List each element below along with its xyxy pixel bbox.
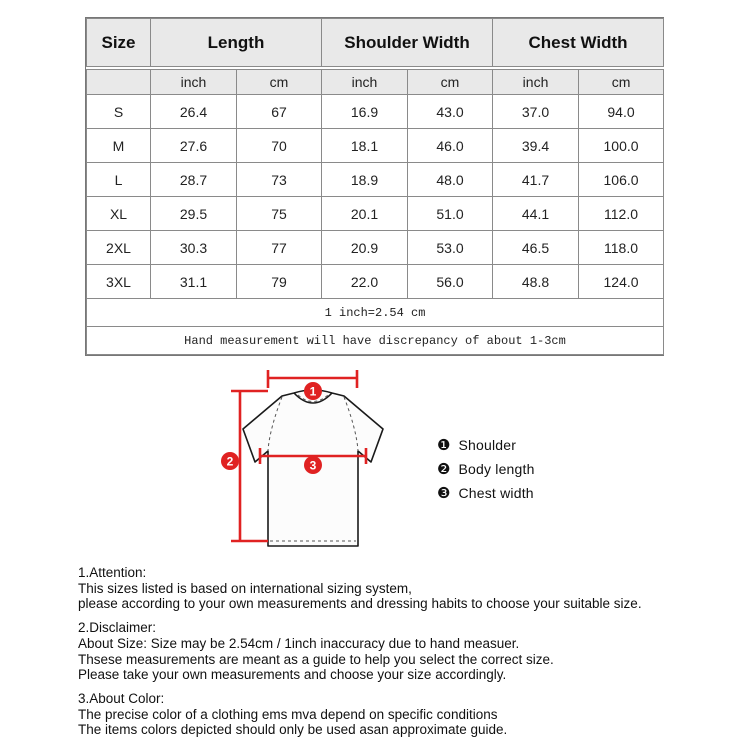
value-cell: 75 <box>237 197 322 231</box>
size-cell: 3XL <box>87 265 151 299</box>
table-row-xl <box>87 197 664 231</box>
legend-label: Body length <box>458 461 535 477</box>
value-cell: 26.4 <box>151 95 237 129</box>
value-cell: 48.8 <box>493 265 579 299</box>
about-color-section <box>78 691 708 738</box>
value-cell: 46.5 <box>493 231 579 265</box>
value-cell: 67 <box>237 95 322 129</box>
notes-block <box>78 565 708 746</box>
legend-label: Shoulder <box>458 437 517 453</box>
value-cell: 53.0 <box>408 231 493 265</box>
circled-3-icon: ❸ <box>437 484 451 502</box>
value-cell: 43.0 <box>408 95 493 129</box>
table-row-2xl <box>87 231 664 265</box>
diagram-legend <box>437 433 535 505</box>
value-cell: 73 <box>237 163 322 197</box>
size-chart-table <box>85 17 664 356</box>
size-cell: S <box>87 95 151 129</box>
legend-item-chest-width <box>437 481 535 505</box>
unit-header: cm <box>237 70 322 95</box>
legend-label: Chest width <box>458 485 534 501</box>
note-line: The items colors depicted should only be used asan approximate guide. <box>78 722 508 738</box>
marker-3-number: 3 <box>309 458 317 473</box>
table-row-m <box>87 129 664 163</box>
value-cell: 20.9 <box>322 231 408 265</box>
column-header-chest-width: Chest Width <box>493 19 664 67</box>
circled-1-icon: ❶ <box>437 436 451 454</box>
unit-header: inch <box>493 70 579 95</box>
value-cell: 20.1 <box>322 197 408 231</box>
note-line: please according to your own measurements and dressing habits to choose your suitable size. <box>78 596 642 612</box>
unit-blank-cell <box>87 70 151 95</box>
value-cell: 70 <box>237 129 322 163</box>
value-cell: 27.6 <box>151 129 237 163</box>
value-cell: 118.0 <box>579 231 664 265</box>
legend-item-body-length <box>437 457 535 481</box>
value-cell: 18.1 <box>322 129 408 163</box>
attention-heading: 1.Attention: <box>78 565 147 580</box>
note-line: Thsese measurements are meant as a guide to help you select the correct size. <box>78 651 554 667</box>
unit-header-row <box>87 70 664 95</box>
column-header-size: Size <box>87 19 151 67</box>
value-cell: 41.7 <box>493 163 579 197</box>
value-cell: 37.0 <box>493 95 579 129</box>
value-cell: 48.0 <box>408 163 493 197</box>
value-cell: 31.1 <box>151 265 237 299</box>
marker-1-number: 1 <box>309 384 317 399</box>
value-cell: 106.0 <box>579 163 664 197</box>
value-cell: 94.0 <box>579 95 664 129</box>
marker-body-length <box>221 452 239 470</box>
value-cell: 29.5 <box>151 197 237 231</box>
note-line: Please take your own measurements and choose your size accordingly. <box>78 667 507 683</box>
size-cell: M <box>87 129 151 163</box>
table-header-row <box>87 19 664 67</box>
marker-shoulder <box>304 382 322 400</box>
table-row-3xl <box>87 265 664 299</box>
size-cell: XL <box>87 197 151 231</box>
column-header-shoulder-width: Shoulder Width <box>322 19 493 67</box>
value-cell: 18.9 <box>322 163 408 197</box>
value-cell: 124.0 <box>579 265 664 299</box>
table-row-s <box>87 95 664 129</box>
attention-section <box>78 565 708 612</box>
unit-header: cm <box>408 70 493 95</box>
measurement-note: Hand measurement will have discrepancy of about 1-3cm <box>87 327 664 355</box>
value-cell: 16.9 <box>322 95 408 129</box>
table-row-l <box>87 163 664 197</box>
value-cell: 30.3 <box>151 231 237 265</box>
marker-2-number: 2 <box>226 454 234 469</box>
measurement-note-row <box>87 327 664 355</box>
value-cell: 56.0 <box>408 265 493 299</box>
circled-2-icon: ❷ <box>437 460 451 478</box>
about-color-heading: 3.About Color: <box>78 690 165 706</box>
note-line: This sizes listed is based on international sizing system, <box>78 580 412 596</box>
conversion-note: 1 inch=2.54 cm <box>87 299 664 327</box>
value-cell: 39.4 <box>493 129 579 163</box>
disclaimer-section <box>78 620 708 683</box>
value-cell: 46.0 <box>408 129 493 163</box>
tshirt-measurement-diagram <box>210 363 410 560</box>
legend-item-shoulder <box>437 433 535 457</box>
disclaimer-heading: 2.Disclaimer: <box>78 620 157 636</box>
marker-chest-width <box>304 456 322 474</box>
unit-header: inch <box>151 70 237 95</box>
note-line: The precise color of a clothing ems mva depend on specific conditions <box>78 706 498 722</box>
column-header-length: Length <box>151 19 322 67</box>
value-cell: 112.0 <box>579 197 664 231</box>
unit-header: cm <box>579 70 664 95</box>
note-line: About Size: Size may be 2.54cm / 1inch inaccuracy due to hand measuer. <box>78 635 520 651</box>
value-cell: 79 <box>237 265 322 299</box>
size-cell: L <box>87 163 151 197</box>
conversion-note-row <box>87 299 664 327</box>
unit-header: inch <box>322 70 408 95</box>
value-cell: 28.7 <box>151 163 237 197</box>
value-cell: 51.0 <box>408 197 493 231</box>
value-cell: 77 <box>237 231 322 265</box>
value-cell: 100.0 <box>579 129 664 163</box>
value-cell: 22.0 <box>322 265 408 299</box>
size-cell: 2XL <box>87 231 151 265</box>
value-cell: 44.1 <box>493 197 579 231</box>
